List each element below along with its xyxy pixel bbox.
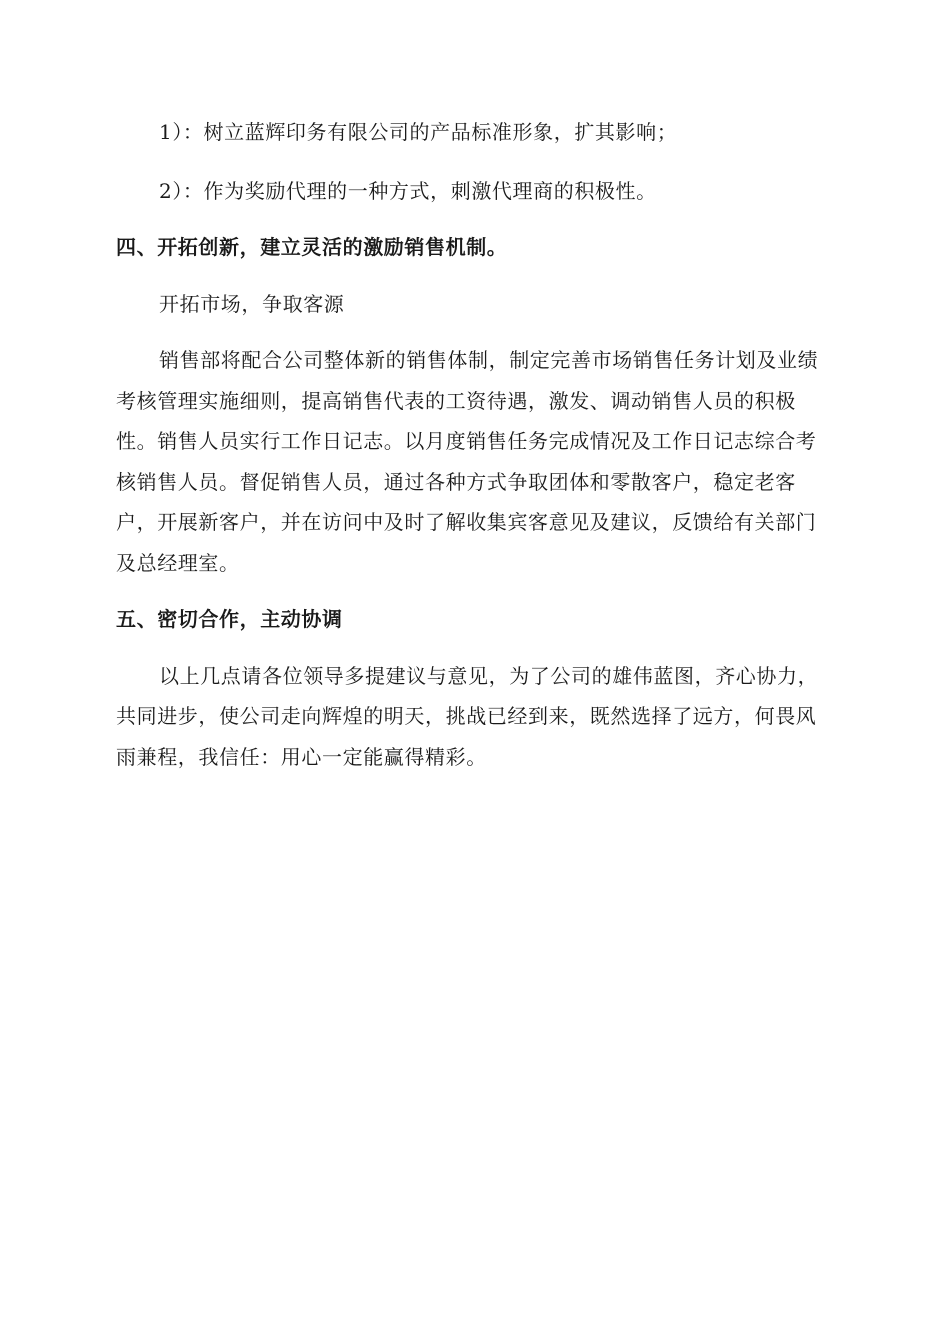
document-body — [116, 112, 836, 777]
section-5-paragraph: 以上几点请各位领导多提建议与意见，为了公司的雄伟蓝图，齐心协力，共同进步，使公司走向辉煌的明天，挑战已经到来，既然选择了远方，何畏风雨兼程，我信任：用心一定能赢得精彩。 — [116, 663, 819, 769]
section-4-subtitle: 开拓市场，争取客源 — [159, 291, 345, 316]
list-item-1: 1）：树立蓝辉印务有限公司的产品标准形象，扩其影响； — [159, 120, 678, 144]
section-5-heading: 五、密切合作，主动协调 — [116, 607, 343, 631]
section-4-paragraph: 销售部将配合公司整体新的销售体制，制定完善市场销售任务计划及业绩考核管理实施细则，提高销售代表的工资待遇，激发、调动销售人员的积极性。销售人员实行工作日记志。以月度销售任务完成情况及工作日记志综合考核销售人员。督促销售人员，通过各种方式争取团体和零散客户，稳定老客户，开展新客户，并在访问中及时了解收集宾客意见及建议，反馈给有关部门及总经理室。 — [116, 348, 819, 575]
section-4-heading: 四、开拓创新，建立灵活的激励销售机制。 — [116, 235, 508, 259]
list-item-2: 2）：作为奖励代理的一种方式，刺激代理商的积极性。 — [159, 178, 657, 203]
